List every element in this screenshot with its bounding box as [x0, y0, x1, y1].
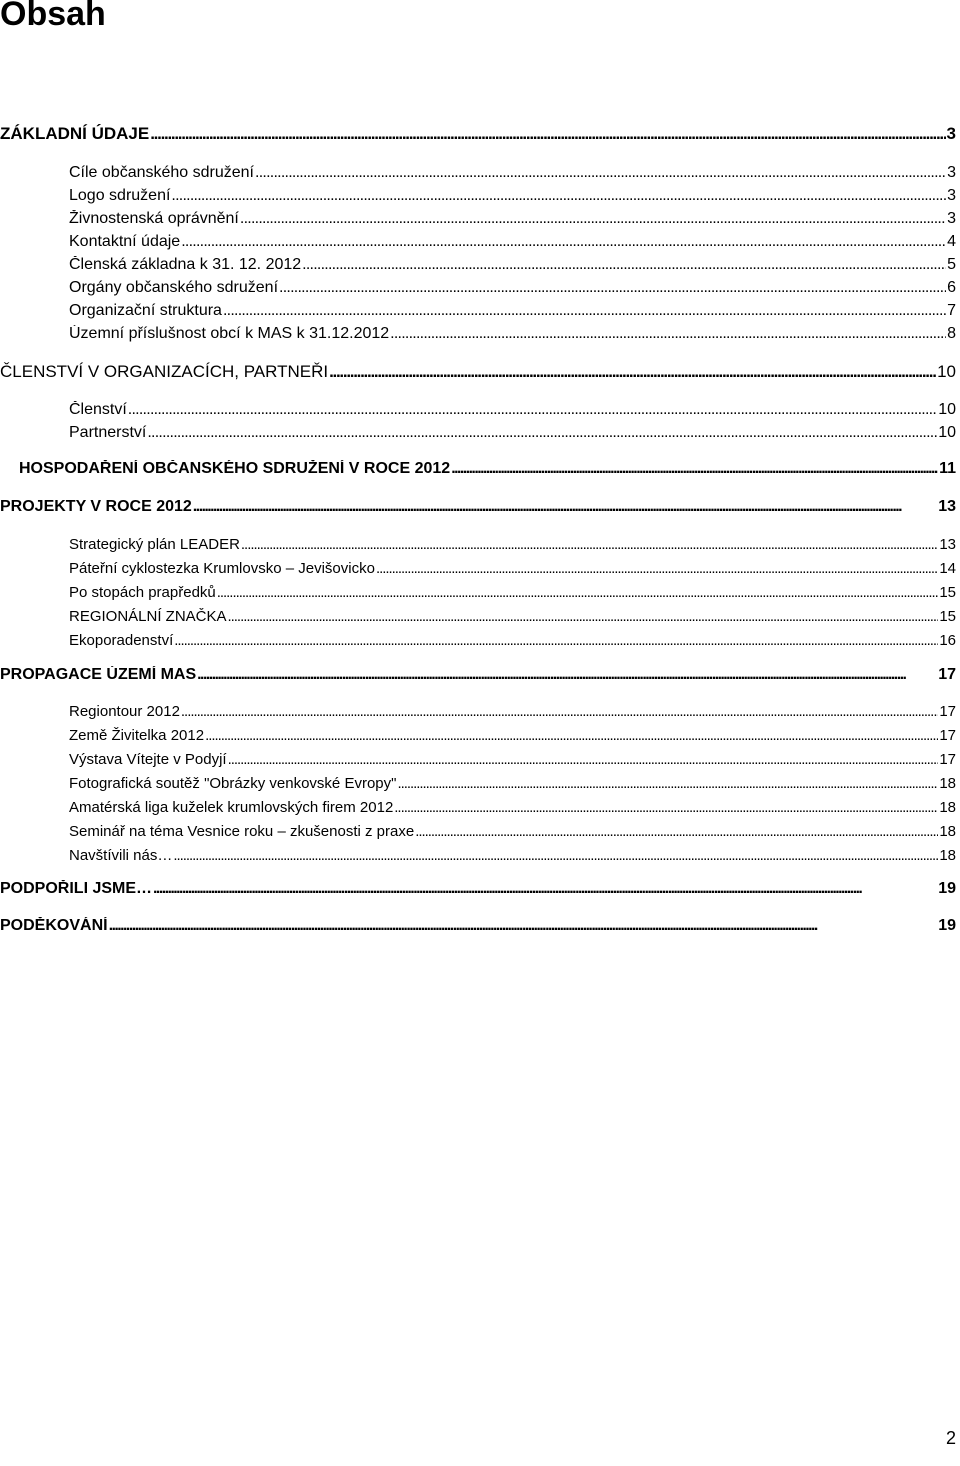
toc-entry[interactable] [69, 727, 956, 744]
toc-entry-label: Živnostenská oprávnění [69, 210, 239, 227]
toc-entry-page: 18 [939, 799, 956, 816]
toc-entry-label: Ekoporadenství [69, 632, 174, 649]
toc-entry-label: Amatérská liga kuželek krumlovských firem 2012 [69, 799, 394, 816]
toc-leader-dots [397, 775, 938, 792]
toc-entry[interactable] [69, 279, 956, 297]
toc-entry[interactable] [69, 560, 956, 577]
toc-leader-dots [255, 164, 946, 182]
toc-entry[interactable] [69, 799, 956, 816]
toc-entry-page: 3 [947, 164, 956, 181]
toc-entry[interactable] [69, 703, 956, 720]
toc-entry-label: Páteřní cyklostezka Krumlovsko – Jevišovicko [69, 560, 375, 577]
toc-leader-dots [193, 498, 937, 516]
toc-leader-dots [109, 917, 938, 935]
page-number: 2 [945, 1428, 956, 1448]
toc-entry-label: Fotografická soutěž "Obrázky venkovské Evropy" [69, 775, 397, 792]
toc-entry[interactable] [69, 233, 956, 251]
toc-entry-label: Členství [69, 401, 127, 418]
toc-leader-dots [376, 560, 938, 577]
toc-entry-label: Výstava Vítejte v Podyjí [69, 751, 227, 768]
toc-entry-label: Regiontour 2012 [69, 703, 180, 720]
toc-entry[interactable] [69, 847, 956, 864]
toc-entry-page: 13 [939, 536, 956, 553]
toc-entry[interactable] [0, 666, 956, 684]
toc-entry[interactable] [69, 823, 956, 840]
toc-leader-dots [390, 325, 946, 343]
toc-entry-page: 3 [946, 124, 956, 143]
toc-entry[interactable] [19, 460, 956, 478]
toc-entry[interactable] [0, 917, 956, 935]
toc-entry-page: 5 [947, 256, 956, 273]
toc-entry[interactable] [69, 302, 956, 320]
toc-leader-dots [128, 401, 937, 419]
toc-entry[interactable] [69, 325, 956, 343]
toc-entry-page: 4 [947, 233, 956, 250]
toc-entry[interactable] [69, 608, 956, 625]
toc-entry-page: 3 [947, 187, 956, 204]
toc-entry[interactable] [69, 536, 956, 553]
toc-leader-dots [279, 279, 946, 297]
toc-entry-page: 17 [939, 727, 956, 744]
toc-leader-dots [228, 751, 939, 768]
toc-entry[interactable] [69, 210, 956, 228]
toc-entry-page: 18 [939, 823, 956, 840]
toc-entry-label: PROPAGACE ÚZEMÍ MAS [0, 666, 197, 683]
toc-entry-label: Země Živitelka 2012 [69, 727, 205, 744]
toc-entry[interactable] [0, 124, 956, 144]
toc-entry-page: 18 [939, 775, 956, 792]
toc-entry-label: Cíle občanského sdružení [69, 164, 254, 181]
toc-entry-page: 15 [939, 608, 956, 625]
toc-leader-dots [147, 424, 937, 442]
toc-entry-page: 15 [939, 584, 956, 601]
toc-entry-label: PODPOŘILI JSME… [0, 880, 153, 897]
toc-leader-dots [153, 880, 937, 898]
toc-entry[interactable] [69, 401, 956, 419]
toc-entry-page: 14 [939, 560, 956, 577]
toc-entry-label: Organizační struktura [69, 302, 222, 319]
toc-entry-label: Orgány občanského sdružení [69, 279, 279, 296]
toc-leader-dots [241, 536, 938, 553]
toc-entry[interactable] [69, 164, 956, 182]
toc-leader-dots [329, 362, 936, 382]
toc-leader-dots [150, 124, 945, 144]
toc-leader-dots [171, 187, 946, 205]
toc-entry-page: 13 [938, 498, 956, 515]
toc-leader-dots [181, 703, 938, 720]
toc-leader-dots [173, 847, 938, 864]
toc-entry[interactable] [69, 632, 956, 649]
toc-entry[interactable] [0, 362, 956, 382]
toc-entry-label: Seminář na téma Vesnice roku – zkušenosti z praxe [69, 823, 415, 840]
toc-entry[interactable] [69, 775, 956, 792]
toc-leader-dots [302, 256, 946, 274]
toc-leader-dots [451, 460, 938, 478]
toc-entry-page: 17 [938, 666, 956, 683]
toc-entry[interactable] [0, 880, 956, 898]
toc-entry-label: Logo sdružení [69, 187, 171, 204]
toc-leader-dots [217, 584, 939, 601]
toc-entry-page: 8 [947, 325, 956, 342]
toc-entry-page: 16 [939, 632, 956, 649]
toc-entry-label: Členská základna k 31. 12. 2012 [69, 256, 302, 273]
toc-entry-page: 3 [947, 210, 956, 227]
toc-entry-page: 10 [938, 401, 956, 418]
toc-entry[interactable] [69, 256, 956, 274]
toc-entry-page: 11 [939, 460, 956, 477]
toc-entry-page: 19 [938, 880, 956, 897]
toc-leader-dots [197, 666, 937, 684]
toc-entry-page: 18 [939, 847, 956, 864]
toc-leader-dots [205, 727, 938, 744]
toc-entry-label: ČLENSTVÍ V ORGANIZACÍCH, PARTNEŘI [0, 362, 329, 381]
toc-entry-label: REGIONÁLNÍ ZNAČKA [69, 608, 227, 625]
toc-leader-dots [181, 233, 946, 251]
toc-entry-label: Partnerství [69, 424, 147, 441]
toc-entry-page: 17 [939, 751, 956, 768]
toc-entry-page: 17 [939, 703, 956, 720]
toc-entry-label: Strategický plán LEADER [69, 536, 240, 553]
toc-entry[interactable] [69, 751, 956, 768]
toc-entry-label: Navštívili nás… [69, 847, 173, 864]
toc-entry-label: PROJEKTY V ROCE 2012 [0, 498, 192, 515]
toc-leader-dots [394, 799, 938, 816]
page-title: Obsah [0, 0, 106, 33]
toc-entry-page: 10 [937, 362, 956, 381]
toc-entry[interactable] [69, 424, 956, 442]
toc-entry-page: 6 [947, 279, 956, 296]
toc-leader-dots [228, 608, 939, 625]
toc-entry-page: 7 [947, 302, 956, 319]
toc-entry-page: 19 [938, 917, 956, 934]
toc-entry-label: Územní příslušnost obcí k MAS k 31.12.2012 [69, 325, 390, 342]
toc-entry-label: Po stopách prapředků [69, 584, 216, 601]
toc-entry-page: 10 [938, 424, 956, 441]
toc-leader-dots [240, 210, 946, 228]
toc-entry-label: HOSPODAŘENÍ OBČANSKÉHO SDRUŽENÍ V ROCE 2012 [19, 460, 451, 477]
toc-entry-label: PODĚKOVÁNÍ [0, 917, 108, 934]
toc-entry[interactable] [69, 584, 956, 601]
toc-entry-label: ZÁKLADNÍ ÚDAJE [0, 124, 150, 143]
toc-entry[interactable] [69, 187, 956, 205]
toc-leader-dots [415, 823, 938, 840]
toc-leader-dots [223, 302, 946, 320]
toc-entry[interactable] [0, 498, 956, 516]
toc-entry-label: Kontaktní údaje [69, 233, 181, 250]
toc-leader-dots [174, 632, 938, 649]
